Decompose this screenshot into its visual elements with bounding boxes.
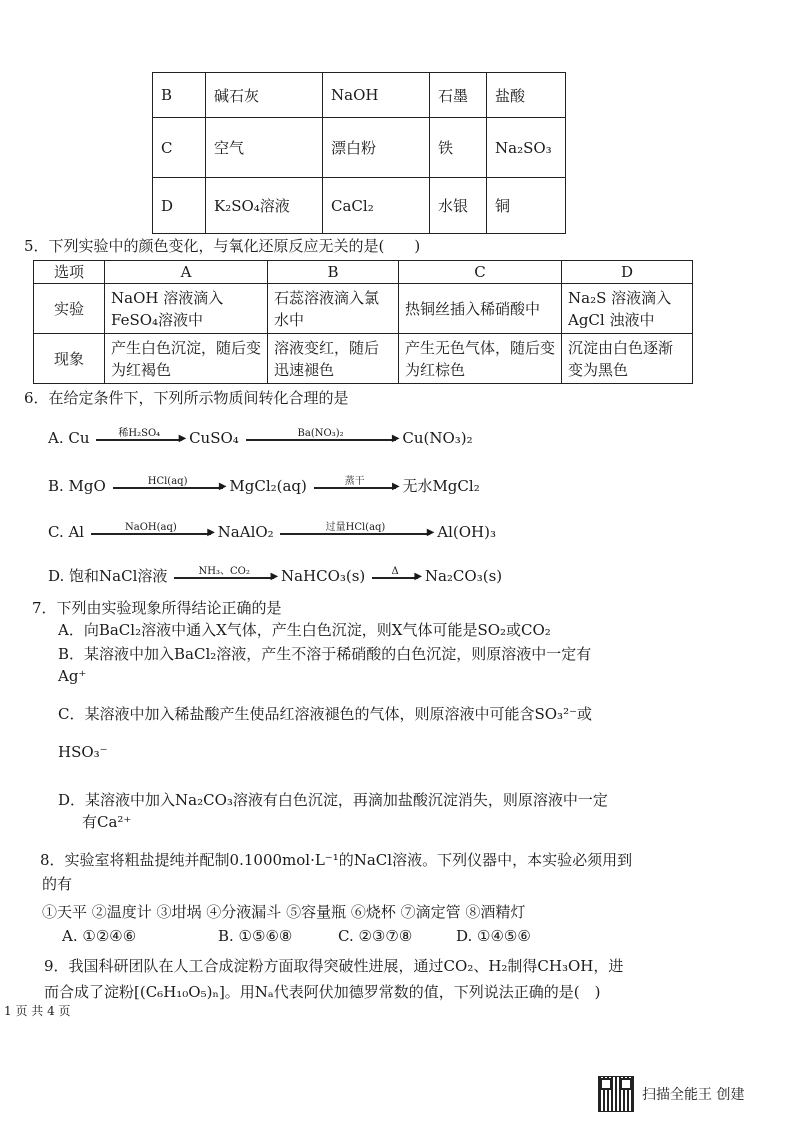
q7-option-c: C．某溶液中加入稀盐酸产生使品红溶液褪色的气体，则原溶液中可能含SO₃²⁻或 [58,705,592,723]
reactant: A. Cu [48,429,90,447]
arrow-head-icon: ▶ [207,527,215,539]
table-cell: 产生无色气体，随后变为红棕色 [399,334,562,384]
table-cell: C [153,118,206,178]
table-cell: 石蕊溶液滴入氯水中 [268,284,399,334]
q8-option-b: B. ①⑤⑥⑧ [218,927,293,945]
table-row [153,73,566,118]
q8-stem: 8．实验室将粗盐提纯并配制0.1000mol·L⁻¹的NaCl溶液。下列仪器中，本实验必须用到 [40,851,633,869]
arrow-condition: NaOH(aq) [124,522,177,534]
q5-table [33,260,693,384]
table-row [34,284,693,334]
intermediate: NaHCO₃(s) [280,567,366,585]
table-header-cell: C [399,261,562,284]
table-cell: 沉淀由白色逐渐变为黑色 [562,334,693,384]
product: 无水MgCl₂ [402,477,480,495]
reaction-arrow [96,428,187,445]
table-cell: 热铜丝插入稀硝酸中 [399,284,562,334]
q7-option-b-cont: Ag⁺ [58,667,87,685]
table-cell: NaOH [323,73,430,118]
arrow-condition: 过量HCl(aq) [325,522,386,534]
table-cell: 溶液变红，随后迅速褪色 [268,334,399,384]
table-row [34,261,693,284]
q8-option-c: C. ②③⑦⑧ [338,927,413,945]
q7-option-a: A．向BaCl₂溶液中通入X气体，产生白色沉淀，则X气体可能是SO₂或CO₂ [58,621,551,639]
arrow-condition: 蒸干 [344,476,365,488]
arrow-condition: Δ [391,566,399,578]
table-cell: NaOH 溶液滴入FeSO₄溶液中 [105,284,268,334]
table-cell: 现象 [34,334,105,384]
intermediate: NaAlO₂ [217,523,274,541]
table-row [34,334,693,384]
arrow-head-icon: ▶ [218,481,227,493]
table-cell: 碱石灰 [206,73,323,118]
reactant: C. Al [48,523,85,541]
table-cell: 漂白粉 [323,118,430,178]
product: Cu(NO₃)₂ [402,429,473,447]
q6-option-d [48,566,502,586]
arrow-head-icon: ▶ [426,527,435,539]
table-header-cell: 选项 [34,261,105,284]
table-cell: D [153,178,206,234]
page-number: 1 页 共 4 页 [4,1004,71,1018]
arrow-head-icon: ▶ [391,481,400,493]
q6-option-c [48,522,496,542]
arrow-head-icon: ▶ [414,571,423,583]
product: Na₂CO₃(s) [424,567,503,585]
q7-option-c-cont: HSO₃⁻ [58,743,108,761]
table-cell: 铜 [487,178,566,234]
reactant: B. MgO [48,477,106,495]
q8-instrument-list: ①天平 ②温度计 ③坩埚 ④分液漏斗 ⑤容量瓶 ⑥烧杯 ⑦滴定管 ⑧酒精灯 [42,903,526,921]
table-cell: K₂SO₄溶液 [206,178,323,234]
scanner-watermark: 扫描全能王 创建 [642,1087,745,1103]
table-row [153,178,566,234]
reaction-arrow [280,522,435,539]
table-cell: CaCl₂ [323,178,430,234]
reaction-arrow [91,522,215,539]
q6-option-a [48,428,473,448]
q9-stem-cont: 而合成了淀粉[(C₆H₁₀O₅)ₙ]。用Nₐ代表阿伏加德罗常数的值，下列说法正确的是( ) [44,983,601,1001]
table-cell: 石墨 [430,73,487,118]
table-cell: 实验 [34,284,105,334]
product: Al(OH)₃ [437,523,496,541]
reaction-arrow [174,566,279,583]
table-cell: Na₂S 溶液滴入AgCl 浊液中 [562,284,693,334]
q7-stem: 7．下列由实验现象所得结论正确的是 [32,599,282,617]
q8-option-a: A. ①②④⑥ [62,927,137,945]
arrow-condition: HCl(aq) [147,476,188,488]
arrow-condition: 稀H₂SO₄ [118,428,161,440]
arrow-head-icon: ▶ [391,433,400,445]
table-header-cell: D [562,261,693,284]
q6-stem: 6．在给定条件下，下列所示物质间转化合理的是 [24,389,349,407]
table-cell: 空气 [206,118,323,178]
table-row [153,118,566,178]
table-cell: 盐酸 [487,73,566,118]
intermediate: MgCl₂(aq) [229,477,307,495]
reaction-arrow [314,476,400,493]
reaction-arrow [372,566,423,583]
table-cell: 水银 [430,178,487,234]
q7-option-d: D．某溶液中加入Na₂CO₃溶液有白色沉淀，再滴加盐酸沉淀消失，则原溶液中一定 [58,791,608,809]
table-header-cell: B [268,261,399,284]
arrow-head-icon: ▶ [270,571,279,583]
q7-option-d-cont: 有Ca²⁺ [82,813,132,831]
table-cell: Na₂SO₃ [487,118,566,178]
table-cell: B [153,73,206,118]
q7-option-b: B．某溶液中加入BaCl₂溶液，产生不溶于稀硝酸的白色沉淀，则原溶液中一定有 [58,645,592,663]
reactant: D. 饱和NaCl溶液 [48,567,168,585]
q8-option-d: D. ①④⑤⑥ [456,927,531,945]
qr-code-icon [598,1076,634,1112]
arrow-head-icon: ▶ [178,433,187,445]
arrow-condition: NH₃、CO₂ [198,566,250,578]
reaction-arrow [246,428,400,445]
intermediate: CuSO₄ [189,429,239,447]
q9-stem: 9．我国科研团队在人工合成淀粉方面取得突破性进展，通过CO₂、H₂制得CH₃OH，进 [44,957,624,975]
table-cell: 产生白色沉淀，随后变为红褐色 [105,334,268,384]
reaction-arrow [113,476,227,493]
table-cell: 铁 [430,118,487,178]
q5-stem: 5．下列实验中的颜色变化，与氧化还原反应无关的是( ) [24,237,421,255]
q8-stem-cont: 的有 [42,875,73,893]
table-header-cell: A [105,261,268,284]
arrow-condition: Ba(NO₃)₂ [297,428,344,440]
q6-option-b [48,476,480,496]
options-table-q4 [152,72,566,234]
